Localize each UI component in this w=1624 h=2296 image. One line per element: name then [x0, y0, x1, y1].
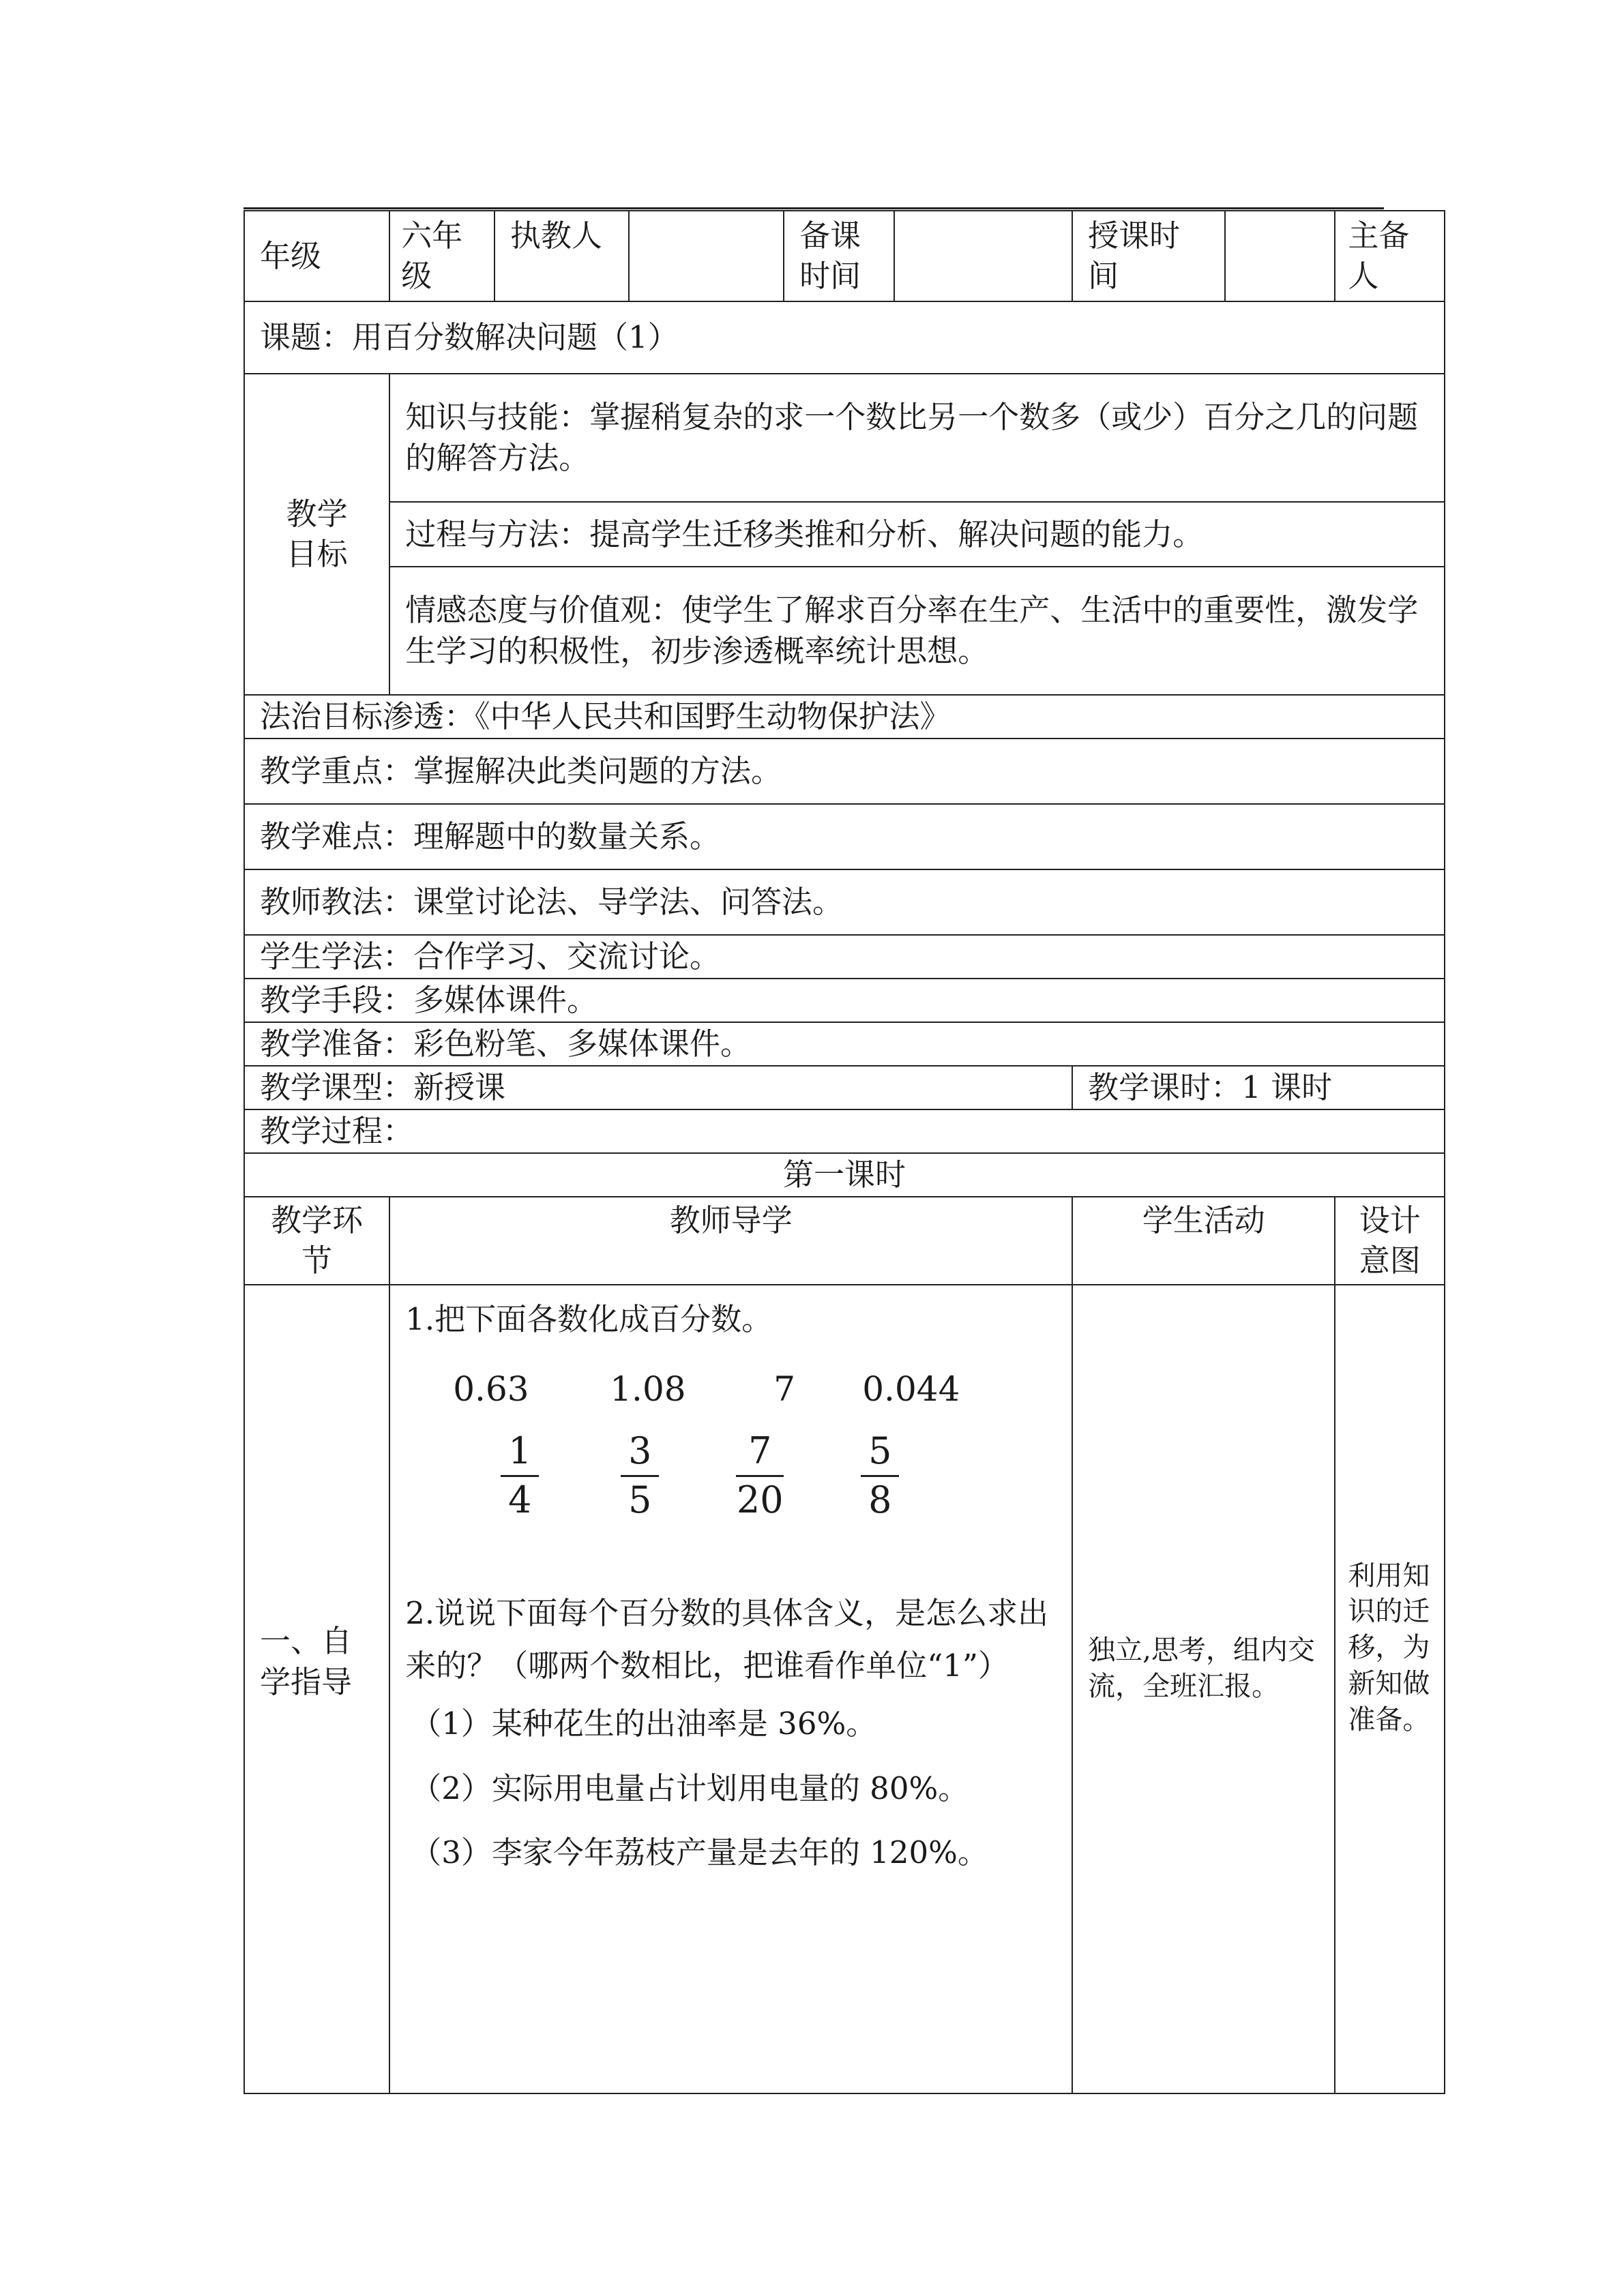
decimal-item: 0.63 [453, 1369, 529, 1409]
prep-time-label: 备课时间 [784, 211, 894, 301]
col-design-intent: 设计意图 [1335, 1197, 1445, 1285]
fraction-numerator: 1 [508, 1429, 532, 1472]
question-2-item: （3）李家今年荔枝产量是去年的 120%。 [411, 1834, 988, 1871]
teach-time-label: 授课时间 [1072, 211, 1225, 301]
section-stage: 一、自学指导 [244, 1285, 389, 2093]
goal-process: 过程与方法：提高学生迁移类推和分析、解决问题的能力。 [389, 502, 1445, 567]
teaching-preparation: 教学准备：彩色粉笔、多媒体课件。 [244, 1022, 1445, 1066]
student-activity-cell: 独立,思考，组内交流，全班汇报。 [1072, 1285, 1335, 2093]
process-label: 教学过程： [244, 1109, 1445, 1153]
fraction-numerator: 5 [868, 1429, 892, 1472]
fraction-denominator: 8 [868, 1478, 892, 1521]
question-1: 1.把下面各数化成百分数。 [405, 1300, 773, 1337]
lesson-plan-table [243, 210, 1445, 2094]
goals-label: 教学目标 [244, 374, 389, 695]
fraction-bar [736, 1475, 784, 1477]
teacher-label: 执教人 [494, 211, 629, 301]
col-student-activity: 学生活动 [1072, 1197, 1335, 1285]
question-2-item: （2）实际用电量占计划用电量的 80%。 [411, 1770, 969, 1806]
decimal-item: 0.044 [862, 1369, 960, 1409]
period-title: 第一课时 [244, 1153, 1445, 1197]
lead-label: 主备人 [1335, 211, 1445, 301]
grade-value: 六年级 [389, 211, 494, 301]
decimal-list [453, 1367, 1057, 1412]
fraction-numerator: 3 [628, 1429, 652, 1472]
goal-knowledge: 知识与技能：掌握稍复杂的求一个数比另一个数多（或少）百分之几的问题的解答方法。 [389, 374, 1445, 502]
col-teacher-guide: 教师导学 [389, 1197, 1072, 1285]
student-method: 学生学法：合作学习、交流讨论。 [244, 935, 1445, 979]
fraction-numerator: 7 [748, 1429, 772, 1472]
section-row [244, 1285, 1445, 2093]
lesson-type: 教学课型：新授课 [244, 1066, 1072, 1109]
teaching-means: 教学手段：多媒体课件。 [244, 979, 1445, 1022]
difficulty: 教学难点：理解题中的数量关系。 [244, 804, 1445, 869]
key-point: 教学重点：掌握解决此类问题的方法。 [244, 739, 1445, 804]
fraction [820, 1429, 940, 1521]
grade-label: 年级 [244, 211, 389, 301]
design-intent-cell: 利用知识的迁移，为新知做准备。 [1335, 1285, 1445, 2093]
fraction-bar [621, 1475, 659, 1477]
question-2: 2.说说下面每个百分数的具体含义，是怎么求出来的？（哪两个数相比，把谁看作单位“1”） [405, 1595, 1049, 1684]
lesson-hours: 教学课时：1 课时 [1072, 1066, 1445, 1109]
prep-time-value [894, 211, 1072, 301]
fraction [460, 1429, 580, 1521]
teacher-value [629, 211, 784, 301]
fraction-list [460, 1429, 1057, 1521]
decimal-item: 1.08 [610, 1369, 686, 1409]
question-2-item: （1）某种花生的出油率是 36%。 [411, 1705, 877, 1742]
col-stage: 教学环节 [244, 1197, 389, 1285]
topic: 课题：用百分数解决问题（1） [244, 301, 1445, 374]
teach-time-value [1225, 211, 1335, 301]
header-row [244, 211, 1445, 301]
fraction-bar [501, 1475, 539, 1477]
column-header-row [244, 1197, 1445, 1285]
teacher-guide-cell [389, 1285, 1072, 2093]
fraction-denominator: 20 [736, 1478, 784, 1521]
fraction-denominator: 5 [628, 1478, 652, 1521]
fraction-denominator: 4 [508, 1478, 532, 1521]
top-rule [243, 207, 1384, 209]
teacher-method: 教师教法：课堂讨论法、导学法、问答法。 [244, 869, 1445, 935]
decimal-item: 7 [773, 1369, 796, 1409]
fraction [580, 1429, 700, 1521]
fraction [700, 1429, 820, 1521]
law-goal: 法治目标渗透：《中华人民共和国野生动物保护法》 [244, 695, 1445, 739]
fraction-bar [861, 1475, 899, 1477]
goal-attitude: 情感态度与价值观：使学生了解求百分率在生产、生活中的重要性，激发学生学习的积极性，初步渗透概率统计思想。 [389, 567, 1445, 695]
